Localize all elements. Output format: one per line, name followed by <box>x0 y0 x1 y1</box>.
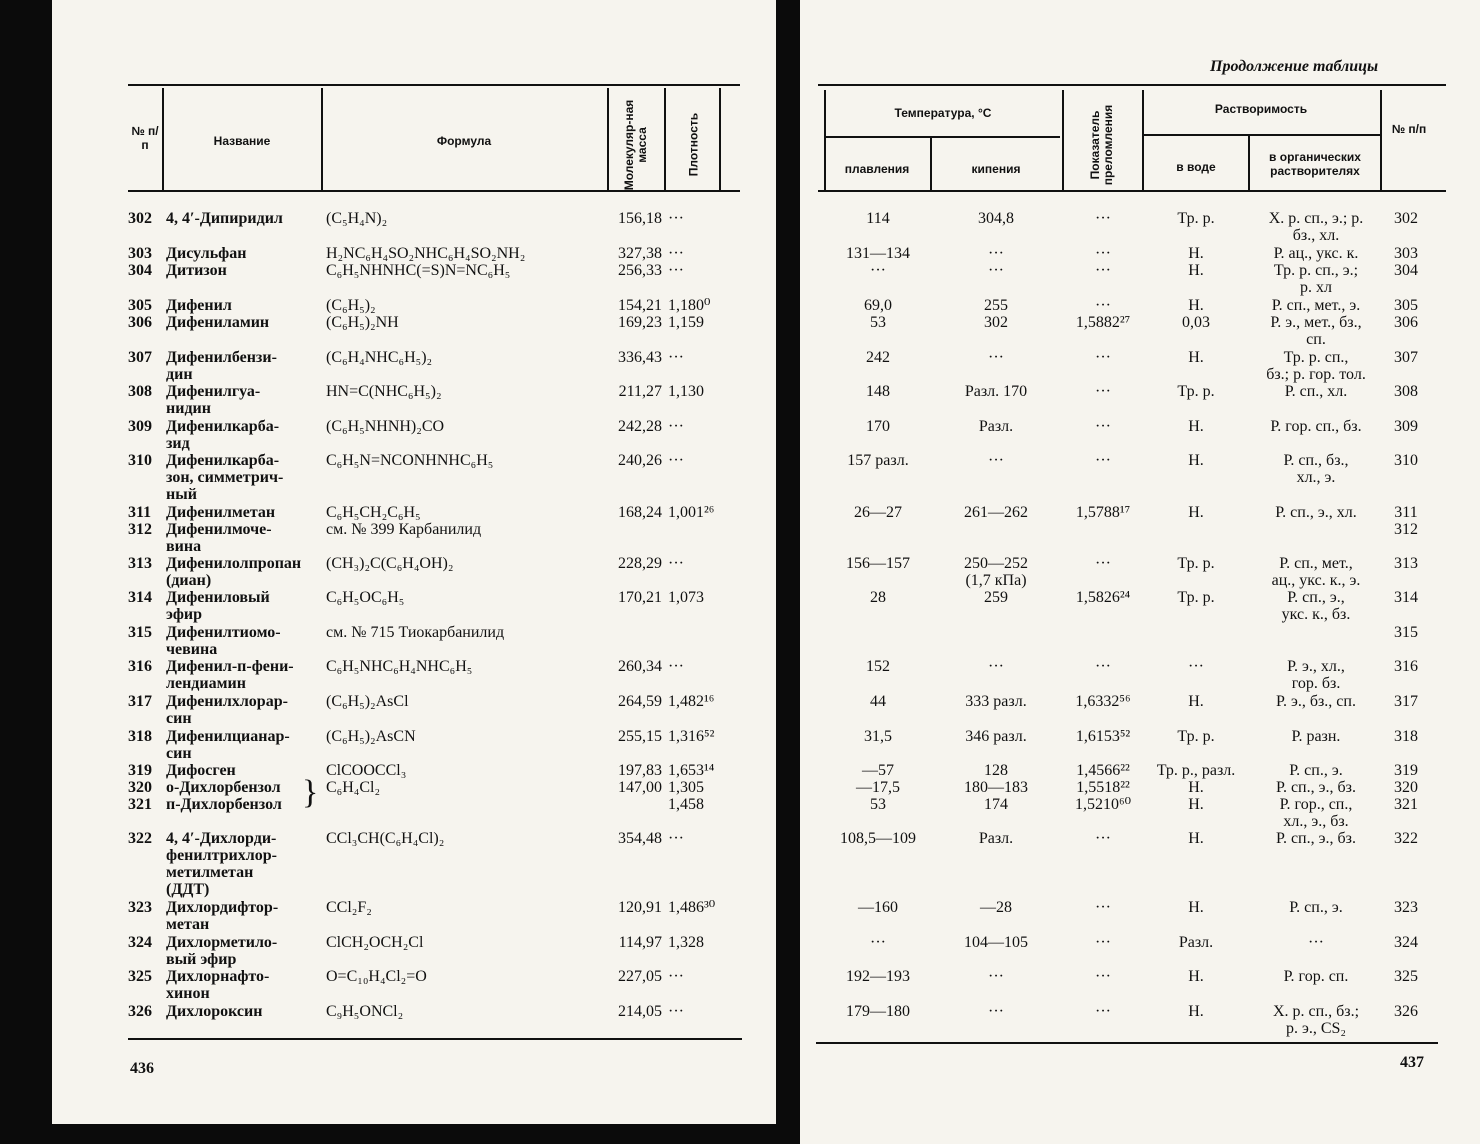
compound-formula: (C₆H₅NHNH)₂CO <box>326 418 445 435</box>
compound-formula: (C₆H₅)₂NH <box>326 314 399 331</box>
compound-name: Дифенилтиомо- чевина <box>166 624 281 658</box>
density-value: ··· <box>668 210 684 227</box>
compound-name: Дихлорметило- вый эфир <box>166 934 278 968</box>
header-temperature: Температура, °С <box>894 106 992 120</box>
compound-name: Дифенилбензи- дин <box>166 349 277 383</box>
melting-point: —57 <box>862 762 894 779</box>
melting-point: 170 <box>866 418 890 435</box>
compound-formula: H₂NC₆H₄SO₂NHC₆H₄SO₂NH₂ <box>326 245 526 262</box>
density-value: 1,130 <box>668 383 704 400</box>
compound-name: Дифенилкарба- зид <box>166 418 280 452</box>
row-number: 325 <box>128 968 152 985</box>
melting-point: 31,5 <box>864 728 892 745</box>
row-number: 306 <box>1394 314 1418 331</box>
density-value: 1,073 <box>668 589 704 606</box>
row-number: 302 <box>128 210 152 227</box>
solubility-water: Н. <box>1188 262 1204 279</box>
header-melting: плавления <box>844 162 910 176</box>
density-value: 1,159 <box>668 314 704 331</box>
solubility-organic: Х. р. сп., бз.; р. э., CS₂ <box>1272 1003 1360 1037</box>
solubility-organic: Р. гор., сп., хл., э., бз. <box>1279 796 1353 830</box>
header-no: № п/п <box>131 124 159 152</box>
solubility-water: Н. <box>1188 1003 1204 1020</box>
solubility-water: Разл. <box>1178 934 1214 951</box>
compound-formula: ClCOOCCl₃ <box>326 762 407 779</box>
solubility-water: Н. <box>1188 779 1204 796</box>
row-number: 319 <box>128 762 152 779</box>
boiling-point: 261—262 <box>964 504 1028 521</box>
solubility-water: Н. <box>1188 245 1204 262</box>
solubility-water: Тр. р., разл. <box>1156 762 1236 779</box>
solubility-water: Тр. р. <box>1177 589 1215 606</box>
solubility-organic: Р. сп., мет., э. <box>1271 297 1361 314</box>
row-number: 321 <box>128 796 152 813</box>
refractive-index: ··· <box>1095 210 1111 227</box>
solubility-water: Н. <box>1188 349 1204 366</box>
solubility-water: Н. <box>1188 452 1204 469</box>
boiling-point: —28 <box>980 899 1012 916</box>
melting-point: 156—157 <box>846 555 910 572</box>
row-number: 312 <box>128 521 152 538</box>
melting-point: 69,0 <box>864 297 892 314</box>
compound-name: Дисульфан <box>166 245 247 262</box>
compound-formula: CCl₂F₂ <box>326 899 372 916</box>
molecular-mass: 168,24 <box>618 504 662 521</box>
molecular-mass: 260,34 <box>618 658 662 675</box>
row-number: 314 <box>128 589 152 606</box>
brace-icon: } <box>302 774 319 811</box>
row-number: 326 <box>1394 1003 1418 1020</box>
compound-name: Дифенилмоче- вина <box>166 521 272 555</box>
header-in-organic: в органических растворителях <box>1269 150 1361 178</box>
row-number: 311 <box>1394 504 1418 521</box>
molecular-mass: 264,59 <box>618 693 662 710</box>
refractive-index: ··· <box>1095 349 1111 366</box>
solubility-organic: Р. сп., э. <box>1289 762 1343 779</box>
row-number: 310 <box>128 452 152 469</box>
compound-name: п-Дихлорбензол <box>166 796 282 813</box>
boiling-point: Разл. 170 <box>964 383 1028 400</box>
density-value: ··· <box>668 349 684 366</box>
solubility-organic: Р. гор. сп. <box>1283 968 1349 985</box>
page-number: 437 <box>1400 1054 1424 1071</box>
boiling-point: ··· <box>988 245 1004 262</box>
compound-name: Дифенилолпропан (диан) <box>166 555 302 589</box>
compound-formula: CCl₃CH(C₆H₄Cl)₂ <box>326 830 445 847</box>
boiling-point: 128 <box>984 762 1008 779</box>
refractive-index: 1,5210⁶⁰ <box>1075 796 1131 813</box>
melting-point: 242 <box>866 349 890 366</box>
molecular-mass: 255,15 <box>618 728 662 745</box>
row-number: 324 <box>1394 934 1418 951</box>
header-density: Плотность <box>686 112 701 177</box>
solubility-organic: Р. сп., хл. <box>1284 383 1348 400</box>
header-solubility: Растворимость <box>1214 102 1308 116</box>
melting-point: 44 <box>870 693 886 710</box>
row-number: 321 <box>1394 796 1418 813</box>
molecular-mass: 120,91 <box>618 899 662 916</box>
molecular-mass: 256,33 <box>618 262 662 279</box>
boiling-point: 259 <box>984 589 1008 606</box>
left-table-body <box>52 0 776 1124</box>
refractive-index: ··· <box>1095 418 1111 435</box>
solubility-water: Н. <box>1188 899 1204 916</box>
row-number: 302 <box>1394 210 1418 227</box>
row-number: 307 <box>128 349 152 366</box>
row-number: 317 <box>1394 693 1418 710</box>
molecular-mass: 242,28 <box>618 418 662 435</box>
row-number: 316 <box>128 658 152 675</box>
refractive-index: 1,6332⁵⁶ <box>1075 693 1131 710</box>
row-number: 308 <box>1394 383 1418 400</box>
density-value: ··· <box>668 555 684 572</box>
molecular-mass: 154,21 <box>618 297 662 314</box>
compound-name: Дифениловый эфир <box>166 589 270 623</box>
refractive-index: ··· <box>1095 245 1111 262</box>
compound-name: 4, 4′-Дихлорди- фенилтрихлор- метилметан (ДДТ) <box>166 830 277 898</box>
density-value: ··· <box>668 262 684 279</box>
compound-formula: O=C₁₀H₄Cl₂=O <box>326 968 427 985</box>
compound-formula: C₆H₅OC₆H₅ <box>326 589 405 606</box>
row-number: 320 <box>128 779 152 796</box>
row-number: 319 <box>1394 762 1418 779</box>
refractive-index: 1,6153⁵² <box>1075 728 1131 745</box>
melting-point: 131—134 <box>846 245 910 262</box>
compound-formula: (C₆H₄NHC₆H₅)₂ <box>326 349 433 366</box>
boiling-point: 104—105 <box>964 934 1028 951</box>
compound-name: Дихлороксин <box>166 1003 263 1020</box>
header-mol-mass: Молекуляр-ная масса <box>622 99 649 191</box>
solubility-organic: Р. сп., э., бз. <box>1276 830 1356 847</box>
boiling-point: 180—183 <box>964 779 1028 796</box>
density-value: ··· <box>668 418 684 435</box>
density-value: 1,316⁵² <box>668 728 715 745</box>
refractive-index: ··· <box>1095 1003 1111 1020</box>
solubility-organic: Тр. р. сп., бз.; р. гор. тол. <box>1266 349 1366 383</box>
row-number: 309 <box>1394 418 1418 435</box>
solubility-water: 0,03 <box>1182 314 1210 331</box>
solubility-organic: Р. э., мет., бз., сп. <box>1270 314 1362 348</box>
refractive-index: ··· <box>1095 297 1111 314</box>
molecular-mass: 170,21 <box>618 589 662 606</box>
molecular-mass: 240,26 <box>618 452 662 469</box>
molecular-mass: 227,05 <box>618 968 662 985</box>
density-value: 1,328 <box>668 934 704 951</box>
melting-point: 53 <box>870 796 886 813</box>
melting-point: —17,5 <box>856 779 900 796</box>
header-name: Название <box>213 134 271 148</box>
molecular-mass: 228,29 <box>618 555 662 572</box>
row-number: 304 <box>128 262 152 279</box>
refractive-index: ··· <box>1095 934 1111 951</box>
row-number: 307 <box>1394 349 1418 366</box>
compound-formula: ClCH₂OCH₂Cl <box>326 934 424 951</box>
row-number: 303 <box>1394 245 1418 262</box>
boiling-point: ··· <box>988 349 1004 366</box>
row-number: 304 <box>1394 262 1418 279</box>
compound-name: Дифенилгуа- нидин <box>166 383 261 417</box>
density-value: ··· <box>668 245 684 262</box>
compound-name: Дифенилхлорар- син <box>166 693 288 727</box>
boiling-point: ··· <box>988 658 1004 675</box>
refractive-index: 1,5826²⁴ <box>1075 589 1131 606</box>
refractive-index: ··· <box>1095 262 1111 279</box>
melting-point: 28 <box>870 589 886 606</box>
density-value: ··· <box>668 968 684 985</box>
row-number: 314 <box>1394 589 1418 606</box>
solubility-organic: Р. сп., э., укс. к., бз. <box>1281 589 1351 623</box>
row-number: 305 <box>128 297 152 314</box>
refractive-index: ··· <box>1095 555 1111 572</box>
compound-name: о-Дихлорбензол <box>166 779 281 796</box>
melting-point: 157 разл. <box>847 452 909 469</box>
solubility-water: Тр. р. <box>1177 383 1215 400</box>
compound-formula: (C₆H₅)₂AsCl <box>326 693 409 710</box>
melting-point: 108,5—109 <box>840 830 916 847</box>
refractive-index: 1,4566²² <box>1076 762 1130 779</box>
solubility-water: Н. <box>1188 830 1204 847</box>
compound-name: Дифенилметан <box>166 504 276 521</box>
row-number: 318 <box>128 728 152 745</box>
boiling-point: ··· <box>988 1003 1004 1020</box>
table-bottom-rule <box>816 1042 1438 1044</box>
molecular-mass: 156,18 <box>618 210 662 227</box>
density-value: 1,653¹⁴ <box>668 762 715 779</box>
solubility-water: Тр. р. <box>1177 210 1215 227</box>
header-no: № п/п <box>1391 122 1427 136</box>
refractive-index: ··· <box>1095 830 1111 847</box>
boiling-point: Разл. <box>978 418 1014 435</box>
compound-formula: C₉H₅ONCl₂ <box>326 1003 404 1020</box>
compound-name: 4, 4′-Дипиридил <box>166 210 283 227</box>
refractive-index: 1,5788¹⁷ <box>1075 504 1131 521</box>
molecular-mass: 336,43 <box>618 349 662 366</box>
density-value: 1,482¹⁶ <box>668 693 715 710</box>
compound-formula: C₆H₄Cl₂ <box>326 779 381 796</box>
solubility-water: Н. <box>1188 504 1204 521</box>
molecular-mass: 114,97 <box>618 934 662 951</box>
boiling-point: 255 <box>984 297 1008 314</box>
density-value: ··· <box>668 658 684 675</box>
boiling-point: ··· <box>988 452 1004 469</box>
solubility-water: Н. <box>1188 297 1204 314</box>
solubility-water: Н. <box>1188 968 1204 985</box>
header-formula: Формула <box>436 134 492 148</box>
refractive-index: ··· <box>1095 452 1111 469</box>
density-value: 1,486³⁰ <box>668 899 716 916</box>
compound-formula: C₆H₅NHNHC(=S)N=NC₆H₅ <box>326 262 511 279</box>
boiling-point: 174 <box>984 796 1008 813</box>
row-number: 325 <box>1394 968 1418 985</box>
solubility-organic: Р. гор. сп., бз. <box>1270 418 1362 435</box>
row-number: 306 <box>128 314 152 331</box>
compound-formula: C₆H₅NHC₆H₄NHC₆H₅ <box>326 658 473 675</box>
solubility-organic: Р. сп., э., бз. <box>1276 779 1356 796</box>
left-page <box>52 0 776 1124</box>
melting-point: 179—180 <box>846 1003 910 1020</box>
molecular-mass: 327,38 <box>618 245 662 262</box>
header-in-water: в воде <box>1176 160 1216 174</box>
melting-point: —160 <box>858 899 898 916</box>
molecular-mass: 197,83 <box>618 762 662 779</box>
header-refraction: Показатель преломления <box>1088 104 1115 186</box>
row-number: 312 <box>1394 521 1418 538</box>
header-boiling: кипения <box>971 162 1021 176</box>
right-table-body <box>800 0 1480 1144</box>
solubility-water: Н. <box>1188 693 1204 710</box>
row-number: 323 <box>1394 899 1418 916</box>
density-value: 1,001²⁶ <box>668 504 715 521</box>
solubility-water: Тр. р. <box>1177 728 1215 745</box>
density-value: ··· <box>668 452 684 469</box>
solubility-organic: Х. р. сп., э.; р. бз., хл. <box>1268 210 1364 244</box>
row-number: 313 <box>1394 555 1418 572</box>
compound-name: Дифенилкарба- зон, симметрич- ный <box>166 452 284 503</box>
melting-point: ··· <box>870 934 886 951</box>
compound-name: Дифенил <box>166 297 232 314</box>
compound-formula: C₆H₅CH₂C₆H₅ <box>326 504 421 521</box>
row-number: 324 <box>128 934 152 951</box>
row-number: 317 <box>128 693 152 710</box>
melting-point: ··· <box>870 262 886 279</box>
compound-formula: (C₆H₅)₂AsCN <box>326 728 416 745</box>
solubility-water: ··· <box>1188 658 1204 675</box>
density-value: 1,180⁰ <box>668 297 711 314</box>
boiling-point: ··· <box>988 968 1004 985</box>
solubility-organic: Р. сп., э. <box>1289 899 1343 916</box>
melting-point: 192—193 <box>846 968 910 985</box>
refractive-index: ··· <box>1095 383 1111 400</box>
melting-point: 114 <box>866 210 890 227</box>
density-value: 1,458 <box>668 796 704 813</box>
boiling-point: 302 <box>984 314 1008 331</box>
refractive-index: ··· <box>1095 899 1111 916</box>
right-page <box>800 0 1480 1144</box>
molecular-mass: 354,48 <box>618 830 662 847</box>
density-value: ··· <box>668 830 684 847</box>
density-value: 1,305 <box>668 779 704 796</box>
compound-name: Дихлорнафто- хинон <box>166 968 270 1002</box>
compound-name: Дифенилцианар- син <box>166 728 290 762</box>
compound-formula: C₆H₅N=NCONHNHC₆H₅ <box>326 452 494 469</box>
refractive-index: ··· <box>1095 658 1111 675</box>
solubility-water: Н. <box>1188 796 1204 813</box>
row-number: 305 <box>1394 297 1418 314</box>
solubility-organic: Р. сп., мет., ац., укс. к., э. <box>1271 555 1361 589</box>
boiling-point: 250—252 (1,7 кПа) <box>964 555 1028 589</box>
row-number: 320 <box>1394 779 1418 796</box>
compound-formula: (C₅H₄N)₂ <box>326 210 388 227</box>
boiling-point: Разл. <box>978 830 1014 847</box>
solubility-organic: Р. ац., укс. к. <box>1273 245 1359 262</box>
solubility-organic: Тр. р. сп., э.; р. хл <box>1273 262 1359 296</box>
compound-name: Дифосген <box>166 762 236 779</box>
solubility-organic: Р. сп., э., хл. <box>1275 504 1357 521</box>
row-number: 309 <box>128 418 152 435</box>
melting-point: 152 <box>866 658 890 675</box>
row-number: 315 <box>1394 624 1418 641</box>
table-bottom-rule <box>128 1038 742 1040</box>
refractive-index: ··· <box>1095 968 1111 985</box>
boiling-point: ··· <box>988 262 1004 279</box>
compound-formula: см. № 715 Тиокарбанилид <box>326 624 505 641</box>
row-number: 322 <box>128 830 152 847</box>
row-number: 322 <box>1394 830 1418 847</box>
row-number: 308 <box>128 383 152 400</box>
row-number: 310 <box>1394 452 1418 469</box>
refractive-index: 1,5518²² <box>1076 779 1130 796</box>
compound-name: Дитизон <box>166 262 227 279</box>
refractive-index: 1,5882²⁷ <box>1075 314 1131 331</box>
compound-formula: (C₆H₅)₂ <box>326 297 376 314</box>
solubility-water: Тр. р. <box>1177 555 1215 572</box>
boiling-point: 333 разл. <box>965 693 1027 710</box>
melting-point: 148 <box>866 383 890 400</box>
compound-name: Дифениламин <box>166 314 270 331</box>
continuation-caption: Продолжение таблицы <box>1210 58 1379 75</box>
row-number: 323 <box>128 899 152 916</box>
solubility-organic: Р. э., бз., сп. <box>1276 693 1356 710</box>
row-number: 316 <box>1394 658 1418 675</box>
molecular-mass: 147,00 <box>618 779 662 796</box>
compound-formula: (CH₃)₂C(C₆H₄OH)₂ <box>326 555 454 572</box>
melting-point: 53 <box>870 314 886 331</box>
compound-formula: HN=C(NHC₆H₅)₂ <box>326 383 442 400</box>
molecular-mass: 211,27 <box>618 383 662 400</box>
row-number: 315 <box>128 624 152 641</box>
compound-formula: см. № 399 Карбанилид <box>326 521 482 538</box>
row-number: 303 <box>128 245 152 262</box>
boiling-point: 346 разл. <box>965 728 1027 745</box>
row-number: 318 <box>1394 728 1418 745</box>
solubility-organic: Р. разн. <box>1291 728 1341 745</box>
solubility-organic: Р. э., хл., гор. бз. <box>1287 658 1345 692</box>
page-number: 436 <box>130 1060 154 1077</box>
solubility-water: Н. <box>1188 418 1204 435</box>
molecular-mass: 169,23 <box>618 314 662 331</box>
compound-name: Дихлордифтор- метан <box>166 899 279 933</box>
row-number: 326 <box>128 1003 152 1020</box>
molecular-mass: 214,05 <box>618 1003 662 1020</box>
row-number: 313 <box>128 555 152 572</box>
solubility-organic: ··· <box>1308 934 1324 951</box>
melting-point: 26—27 <box>854 504 902 521</box>
solubility-organic: Р. сп., бз., хл., э. <box>1283 452 1349 486</box>
density-value: ··· <box>668 1003 684 1020</box>
boiling-point: 304,8 <box>978 210 1014 227</box>
compound-name: Дифенил-п-фени- лендиамин <box>166 658 294 692</box>
row-number: 311 <box>128 504 152 521</box>
